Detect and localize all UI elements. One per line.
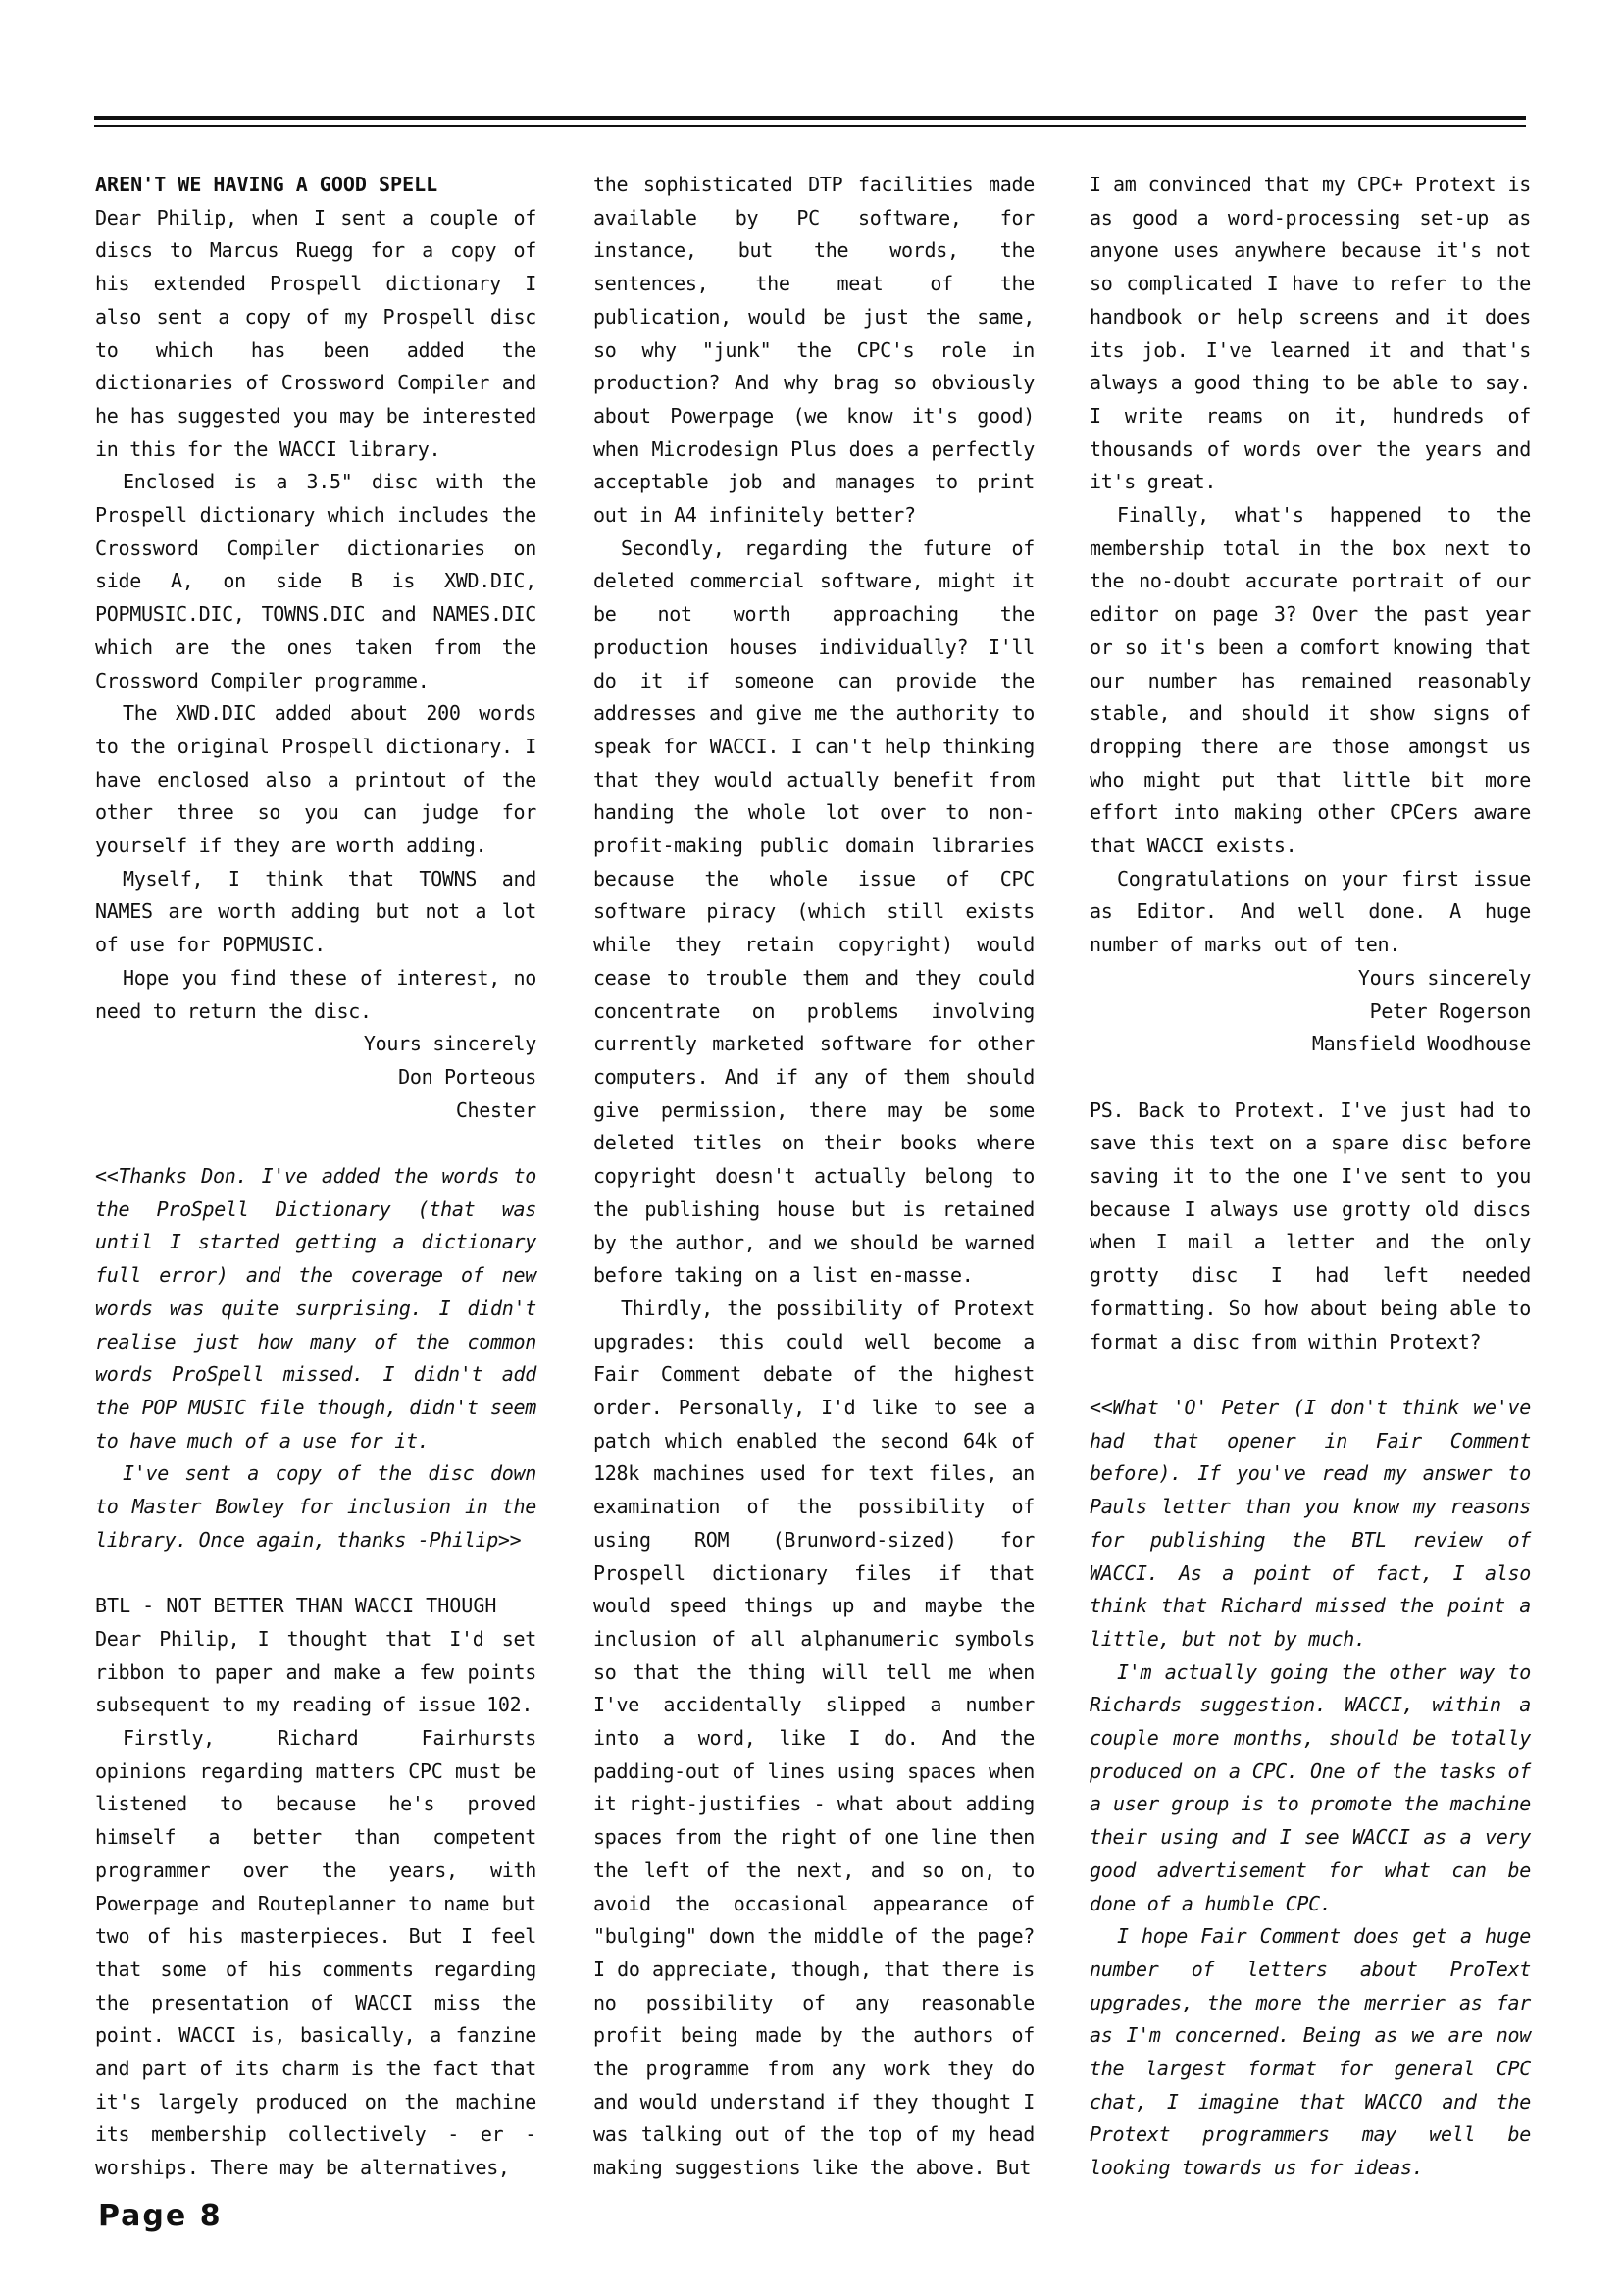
letter2-paragraph-4-start: Thirdly, the possibility of Protext upgrades: this could well become a Fair Comment debate of the highest order. Personally, I'd like to see a patch which enabled the second 64k of 128k machines used for text files, an examination of the possibility of using ROM (Brunword-sized) for Prospell dictionary files if that would speed things up and maybe the inclusion of all alphanumeric symbols so that the thing will tell me when I've accidentally slipped a number into a word, like I do. And the padding-out of lines using spaces when it right-justifies - what about adding spaces from the right of one line then the left of the next, and so on, to avoid the occasional appearance of "bulging" down the middle of the page? I do appreciate, though, that there is no possibility of any reasonable profit being made by the authors of the programme from any work they do and would understand if they thought I was talking out of the top of my head making suggestions like the above. But: [593, 1296, 1035, 2180]
letter2-paragraph-1: Dear Philip, I thought that I'd set ribbon to paper and make a few points subsequent to my reading of issue 102.: [95, 1626, 536, 1717]
letter1-signature-name: Don Porteous: [398, 1064, 536, 1089]
letter2-signature-town: Mansfield Woodhouse: [1311, 1032, 1531, 1056]
column-2: [593, 169, 1035, 2185]
letter1-editor-reply-1: <<Thanks Don. I've added the words to the ProSpell Dictionary (that was until I started getting a dictionary full error) and the coverage of new words was quite surprising. I didn't realise just how many of the common words ProSpell missed. I didn't add the POP MUSIC file though, didn't seem to have much of a use for it.: [95, 1164, 536, 1452]
column-1: [95, 169, 536, 2185]
letter1-signoff: Yours sincerely: [363, 1032, 536, 1056]
letter2-editor-reply-2: I'm actually going the other way to Richards suggestion. WACCI, within a couple more months, should be totally produced on a CPC. One of the tasks of a user group is to promote the machine their using and I see WACCI as a very good advertisement for what can be done of a humble CPC.: [1090, 1659, 1531, 1915]
letter2-heading: BTL - NOT BETTER THAN WACCI THOUGH: [95, 1594, 497, 1618]
letter1-paragraph-3: The XWD.DIC added about 200 words to the original Prospell dictionary. I have enclosed also a printout of the other three so you can judge for yourself if they are worth adding.: [95, 701, 536, 858]
column-3: [1090, 169, 1531, 2185]
letter2-paragraph-3: Secondly, regarding the future of deleted commercial software, might it be not worth approaching the production houses individually? I'll do it if someone can provide the addresses and give me the authority to speak for WACCI. I can't help thinking that they would actually benefit from handing the whole lot over to non-profit-making public domain libraries because the whole issue of CPC software piracy (which still exists while they retain copyright) would cease to trouble them and they could concentrate on problems involving currently marketed software for other computers. And if any of them should give permission, there may be some deleted titles on their books where copyright doesn't actually belong to the publishing house but is retained by the author, and we should be warned before taking on a list en-masse.: [593, 535, 1035, 1288]
top-rule: [94, 116, 1526, 120]
letter2-postscript: PS. Back to Protext. I've just had to save this text on a spare disc before saving it to the one I've sent to you because I always use grotty old discs when I mail a letter and the only grotty disc I had left needed formatting. So how about being able to format a disc from within Protext?: [1090, 1097, 1531, 1353]
top-rule-thin: [94, 125, 1526, 127]
letter2-paragraph-5: Finally, what's happened to the membership total in the box next to the no-doubt accurate portrait of our editor on page 3? Over the past year or so it's been a comfort knowing that our number has remained reasonably stable, and should it show signs of dropping there are those amongst us who might put that little bit more effort into making other CPCers aware that WACCI exists.: [1090, 503, 1531, 858]
letter1-heading: AREN'T WE HAVING A GOOD SPELL: [95, 173, 438, 196]
letter2-signoff: Yours sincerely: [1357, 965, 1531, 990]
letter2-paragraph-6: Congratulations on your first issue as Editor. And well done. A huge number of marks out of ten.: [1090, 866, 1531, 957]
letter2-paragraph-2-start: Firstly, Richard Fairhursts opinions regarding matters CPC must be listened to because he's proved himself a better than competent programmer over the years, with Powerpage and Routeplanner to name but two of his masterpieces. But I feel that some of his comments regarding the presentation of WACCI miss the point. WACCI is, basically, a fanzine and part of its charm is the fact that it's largely produced on the machine its membership collectively - er - worships. There may be alternatives,: [95, 1726, 536, 2180]
letter1-signature-town: Chester: [455, 1097, 536, 1122]
letter2-signature-name: Peter Rogerson: [1369, 998, 1531, 1023]
letter1-editor-reply-2: I've sent a copy of the disc down to Master Bowley for inclusion in the library. Once again, thanks -Philip>>: [95, 1461, 536, 1552]
letter2-paragraph-4-continued: I am convinced that my CPC+ Protext is as good a word-processing set-up as anyone uses anywhere because it's not so complicated I have to refer to the handbook or help screens and it does its job. I've learned it and that's always a good thing to be able to say. I write reams on it, hundreds of thousands of words over the years and it's great.: [1090, 173, 1531, 494]
letter2-editor-reply-3: I hope Fair Comment does get a huge number of letters about ProText upgrades, the more the merrier as far as I'm concerned. Being as we are now the largest format for general CPC chat, I imagine that WACCO and the Protext programmers may well be looking towards us for ideas.: [1090, 1924, 1531, 2180]
letter2-paragraph-2-continued: the sophisticated DTP facilities made available by PC software, for instance, but the words, the sentences, the meat of the publication, would be just the same, so why "junk" the CPC's role in production? And why brag so obviously about Powerpage (we know it's good) when Microdesign Plus does a perfectly acceptable job and manages to print out in A4 infinitely better?: [593, 173, 1035, 528]
letter2-editor-reply-1: <<What 'O' Peter (I don't think we've had that opener in Fair Comment before). If you've read my answer to Pauls letter than you know my reasons for publishing the BTL review of WACCI. As a point of fact, I also think that Richard missed the point a little, but not by much.: [1090, 1395, 1531, 1651]
letter1-paragraph-5: Hope you find these of interest, no need to return the disc.: [95, 965, 536, 1023]
letter1-paragraph-4: Myself, I think that TOWNS and NAMES are worth adding but not a lot of use for POPMUSIC.: [95, 866, 536, 957]
page-number: Page 8: [98, 2199, 223, 2233]
letter1-paragraph-1: Dear Philip, when I sent a couple of discs to Marcus Ruegg for a copy of his extended Prospell dictionary I also sent a copy of my Prospell disc to which has been added the dictionaries of Crossword Compiler and he has suggested you may be interested in this for the WACCI library.: [95, 205, 536, 461]
letter1-paragraph-2: Enclosed is a 3.5" disc with the Prospell dictionary which includes the Crossword Compiler dictionaries on side A, on side B is XWD.DIC, POPMUSIC.DIC, TOWNS.DIC and NAMES.DIC which are the ones taken from the Crossword Compiler programme.: [95, 470, 536, 692]
